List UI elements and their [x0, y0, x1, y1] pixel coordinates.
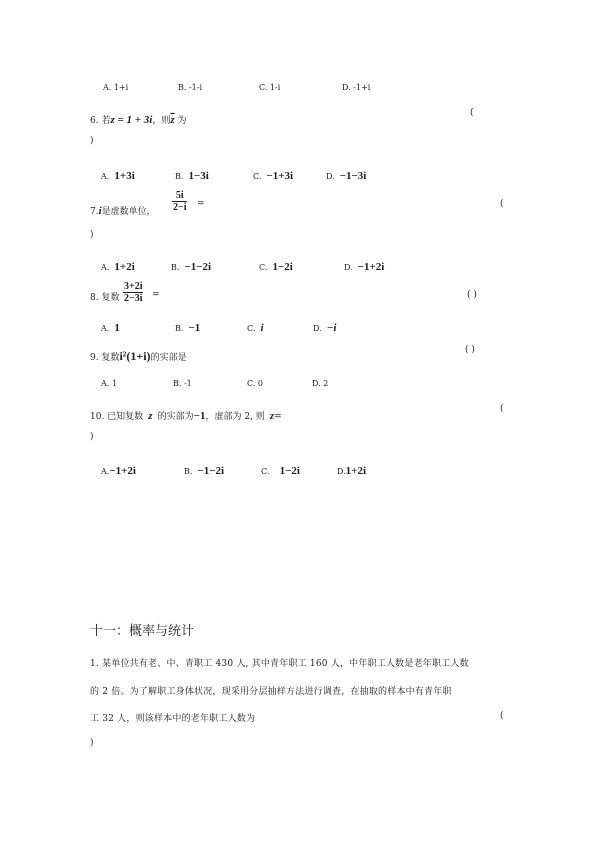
stats-q1-answer-paren-close: )	[90, 738, 94, 748]
q7-fraction	[172, 190, 187, 213]
stats-q1-line-2: 的 2 倍。为了解职工身体状况，现采用分层抽样方法进行调查，在抽取的样本中有青年职	[90, 687, 452, 697]
q9-answer-paren: ( )	[465, 345, 475, 355]
q8-option-c: C. i	[247, 322, 264, 334]
q10-answer-paren-open: (	[500, 404, 504, 414]
q9-suffix: 的实部是	[150, 353, 187, 363]
q10-equals: =	[274, 412, 282, 422]
question-9-stem	[90, 345, 187, 364]
q10-z-2: z	[269, 410, 275, 422]
question-7-stem	[90, 199, 156, 218]
q7-fraction-numerator: 5i	[172, 190, 187, 202]
q8-fraction	[123, 281, 143, 304]
stats-q1-answer-paren-open: (	[500, 711, 504, 721]
q6-z-expression: z = 1 + 3i	[110, 114, 153, 126]
q8-fraction-numerator: 3+2i	[124, 281, 143, 292]
q6-option-c: C. −1+3i	[253, 170, 294, 182]
q10-option-d: D.1+2i	[337, 465, 366, 477]
q7-equals: =	[197, 199, 205, 209]
q7-fraction-denominator: 2−i	[173, 202, 187, 213]
q6-option-a: A. 1+3i	[101, 170, 135, 182]
q9-option-b: B. -1	[173, 379, 192, 388]
q10-option-a: A.−1+2i	[101, 465, 136, 477]
q6-option-b: B. 1−3i	[175, 170, 209, 182]
q8-equals: =	[152, 290, 160, 300]
q9-option-d: D. 2	[312, 379, 329, 388]
question-6-stem	[90, 108, 187, 127]
q6-suffix: 为	[174, 116, 187, 126]
q5-option-d: D. -1+i	[342, 83, 371, 92]
q6-option-d: D. −1−3i	[326, 170, 367, 182]
section-title: 十一：概率与统计	[90, 624, 195, 639]
question-10-stem	[90, 404, 282, 423]
q7-option-a: A. 1+2i	[101, 261, 135, 273]
q7-prefix: 7.	[90, 207, 99, 217]
q8-option-d: D. −i	[313, 322, 337, 334]
q6-prefix: 6. 若	[90, 116, 111, 126]
q7-option-b: B. −1−2i	[171, 261, 212, 273]
q6-answer-paren-close: )	[90, 136, 94, 146]
q6-z-conjugate: $\overline{z}$	[170, 114, 175, 126]
q10-prefix: 10. 已知复数	[90, 412, 144, 422]
stats-q1-line-3: 工 32 人，则该样本中的老年职工人数为	[90, 714, 256, 724]
q7-answer-paren-close: )	[90, 230, 94, 240]
stats-q1-line-1: 1. 某单位共有老、中、青职工 430 人, 其中青年职工 160 人，中年职工人数是老年职工人数	[90, 659, 469, 669]
q7-text: 是虚数单位，	[101, 207, 156, 217]
q7-answer-paren-open: (	[500, 199, 504, 209]
q5-option-c: C. 1-i	[259, 83, 281, 92]
q10-negative-one: −1	[193, 410, 206, 422]
q10-text-2: ，虚部为 2, 则	[205, 412, 265, 422]
q8-option-a: A. 1	[101, 322, 120, 334]
q8-fraction-denominator: 2−3i	[124, 293, 143, 304]
q8-option-b: B. −1	[175, 322, 201, 334]
q9-expression: i²(1+i)	[119, 349, 151, 363]
q5-option-a: A. 1+i	[103, 83, 129, 92]
q10-answer-paren-close: )	[90, 432, 94, 442]
q7-i-symbol: i	[98, 205, 102, 217]
q10-option-b: B. −1−2i	[184, 465, 225, 477]
q10-option-c: C. 1−2i	[261, 465, 300, 477]
q8-prefix: 8. 复数	[90, 293, 120, 303]
q5-option-b: B. -1-i	[178, 83, 203, 92]
q9-option-a: A. 1	[101, 379, 117, 388]
q10-text-1: 的实部为	[157, 412, 194, 422]
q9-prefix: 9. 复数	[90, 353, 120, 363]
q6-answer-paren-open: (	[470, 108, 474, 118]
q7-option-d: D. −1+2i	[344, 261, 385, 273]
q8-answer-paren: ( )	[467, 290, 477, 300]
q7-option-c: C. 1−2i	[259, 261, 293, 273]
q10-z: z	[148, 410, 153, 422]
q9-option-c: C. 0	[247, 379, 264, 388]
q6-mid: ，则	[152, 116, 171, 126]
